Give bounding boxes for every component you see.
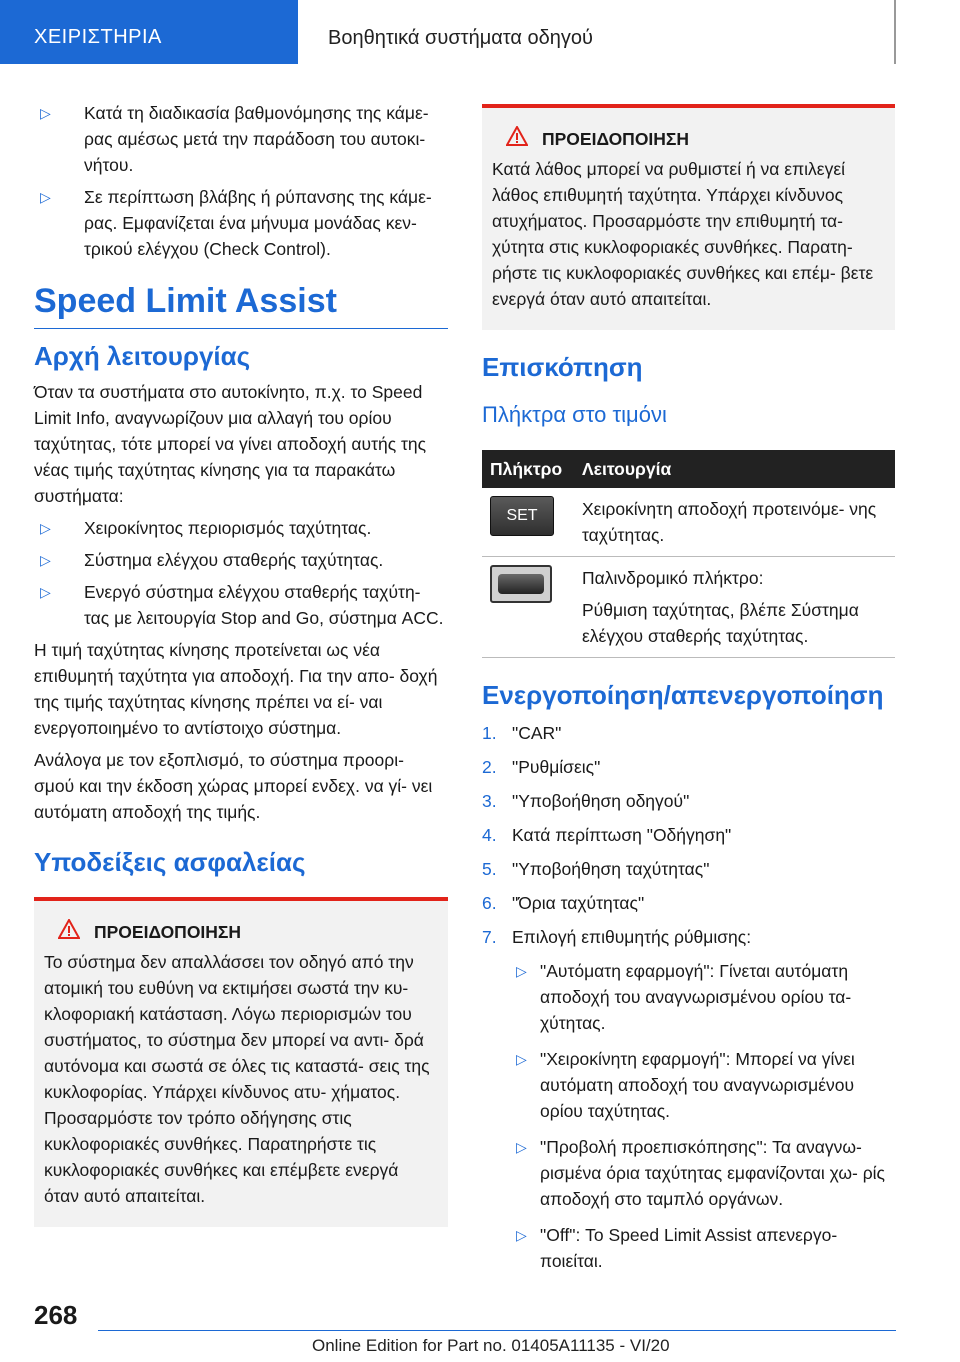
option-item: ▷ "Προβολή προεπισκόπησης": Τα αναγνω- ρισμένα όρια ταχύτητας εμφανίζονται χω- ρίς αποδοχή στο ταμπλό οργάνων. xyxy=(482,1134,895,1212)
step-item: 6. "Όρια ταχύτητας" xyxy=(482,893,645,913)
bullet-triangle-icon: ▷ xyxy=(516,963,527,979)
table-cell: Παλινδρομικό πλήκτρο: xyxy=(582,568,764,588)
warning-triangle-icon xyxy=(506,126,528,146)
list-item: ▷ Κατά τη διαδικασία βαθμονόμησης της κάμε- ρας αμέσως μετά την παράδοση του αυτοκι- νήτου. xyxy=(34,100,448,178)
principle-text: Όταν τα συστήματα στο αυτοκίνητο, π.χ. το Speed Limit Info, αναγνωρίζουν μια αλλαγή του ορίου ταχύτητας, τότε μπορεί να γίνει αποδοχή αυτής της νέας τιμής ταχύτητας κίνησης για τα παρακάτω συστήματα: xyxy=(34,382,427,506)
step-item: 7. Επιλογή επιθυμητής ρύθμισης: xyxy=(482,927,752,947)
bullet-triangle-icon: ▷ xyxy=(40,584,51,600)
header-section-label: ΧΕΙΡΙΣΤΗΡΙΑ xyxy=(34,26,162,48)
list-item: ▷ Ενεργό σύστημα ελέγχου σταθερής ταχύτη- τας με λειτουργία Stop and Go, σύστημα ACC. xyxy=(34,579,448,631)
table-row xyxy=(482,488,895,557)
option-item: ▷ "Αυτόματη εφαρμογή": Γίνεται αυτόματη αποδοχή του αναγνωρισμένου ορίου τα- χύτητας. xyxy=(482,958,895,1036)
table-cell: Χειροκίνητη αποδοχή προτεινόμε- νης ταχύτητας. xyxy=(574,488,895,557)
activation-heading: Ενεργοποίηση/απενεργοποίηση xyxy=(482,680,884,710)
set-button-icon: SET xyxy=(490,496,554,536)
step-item: 5. "Υποβοήθηση ταχύτητας" xyxy=(482,859,710,879)
step-item: 3. "Υποβοήθηση οδηγού" xyxy=(482,791,690,811)
warning-title: ΠΡΟΕΙΔΟΠΟΙΗΣΗ xyxy=(542,129,690,149)
buttons-heading: Πλήκτρα στο τιμόνι xyxy=(482,402,667,427)
header-chapter-label: Βοηθητικά συστήματα οδηγού xyxy=(328,27,593,49)
step-item: 4. Κατά περίπτωση "Οδήγηση" xyxy=(482,825,732,845)
buttons-table xyxy=(482,450,895,658)
warning-box xyxy=(34,897,448,1227)
paragraph: Ανάλογα με τον εξοπλισμό, το σύστημα προορι- σμού και την έκδοση χώρας μπορεί ενδεχ. να γί- νει αυτόματη αποδοχή της τιμής. xyxy=(34,750,433,822)
table-header-key: Πλήκτρο xyxy=(482,450,574,488)
bullet-triangle-icon: ▷ xyxy=(516,1051,527,1067)
bullet-triangle-icon: ▷ xyxy=(516,1139,527,1155)
left-column xyxy=(34,100,448,1227)
rocker-switch-icon xyxy=(490,565,552,603)
section-title: Speed Limit Assist xyxy=(34,288,448,329)
list-item: ▷ Σύστημα ελέγχου σταθερής ταχύτητας. xyxy=(34,547,448,573)
paragraph: Η τιμή ταχύτητας κίνησης προτείνεται ως νέα επιθυμητή ταχύτητα για αποδοχή. Για την απο- δοχή της τιμής ταχύτητας κίνησης πρέπει να εί- ναι ενεργοποιημένο το αντίστοιχο σύστημα. xyxy=(34,640,438,738)
warning-box xyxy=(482,104,895,330)
warning-title: ΠΡΟΕΙΔΟΠΟΙΗΣΗ xyxy=(94,922,242,942)
page-number: 268 xyxy=(34,1300,78,1330)
step-item: 1. "CAR" xyxy=(482,723,562,743)
bullet-triangle-icon: ▷ xyxy=(40,552,51,568)
header-chapter-tab xyxy=(310,0,896,64)
principle-heading: Αρχή λειτουργίας xyxy=(34,341,251,371)
step-item: 2. "Ρυθμίσεις" xyxy=(482,757,601,777)
table-row xyxy=(482,557,895,658)
bullet-triangle-icon: ▷ xyxy=(40,189,51,205)
safety-heading: Υποδείξεις ασφαλείας xyxy=(34,847,306,877)
warning-text: Το σύστημα δεν απαλλάσσει τον οδηγό από την ατομική του ευθύνη να εκτιμήσει σωστά την κυ- κλοφοριακή κατάσταση. Λόγω περιορισμών του συστήματος, το σύστημα δεν μπορεί να αντι- δρά αυτόνομα και σωστά σε όλες τις καταστά- σεις της κυκλοφορίας. Υπάρχει κίνδυνος ατυ- χήματος. Προσαρμόστε τον τρόπο οδήγησης στις κυκλοφοριακές συνθήκες. Παρατηρήστε τις κυκλοφοριακές συνθήκες και επέμβετε ενεργά όταν αυτό απαιτείται. xyxy=(44,952,430,1206)
option-item: ▷ "Χειροκίνητη εφαρμογή": Μπορεί να γίνει αυτόματη αποδοχή του αναγνωρισμένου ορίου ταχύτητας. xyxy=(482,1046,895,1124)
warning-triangle-icon xyxy=(58,919,80,939)
list-item: ▷ Σε περίπτωση βλάβης ή ρύπανσης της κάμε- ρας. Εμφανίζεται ένα μήνυμα μονάδας κεν- τρικού ελέγχου (Check Control). xyxy=(34,184,448,262)
table-header-function: Λειτουργία xyxy=(574,450,895,488)
warning-text: Κατά λάθος μπορεί να ρυθμιστεί ή να επιλεγεί λάθος επιθυμητή ταχύτητα. Υπάρχει κίνδυνος ατυχήματος. Προσαρμόστε την επιθυμητή τα- χύτητα στις κυκλοφοριακές συνθήκες. Παρατη- ρήστε τις κυκλοφοριακές συνθήκες και επέμ- βετε ενεργά όταν αυτό απαιτείται. xyxy=(492,159,874,309)
option-item: ▷ "Off": Το Speed Limit Assist απενεργο- ποιείται. xyxy=(482,1222,895,1274)
footer-edition: Online Edition for Part no. 01405A11135 - VI/20 xyxy=(312,1336,670,1355)
bullet-triangle-icon: ▷ xyxy=(40,520,51,536)
bullet-triangle-icon: ▷ xyxy=(40,105,51,121)
table-cell: Ρύθμιση ταχύτητας, βλέπε Σύστημα ελέγχου σταθερής ταχύτητας. xyxy=(582,600,859,646)
right-column xyxy=(482,104,895,1284)
list-item: ▷ Χειροκίνητος περιορισμός ταχύτητας. xyxy=(34,515,448,541)
bullet-triangle-icon: ▷ xyxy=(516,1227,527,1243)
header-section-tab xyxy=(0,0,298,64)
footer-divider xyxy=(98,1330,896,1331)
overview-heading: Επισκόπηση xyxy=(482,352,643,382)
